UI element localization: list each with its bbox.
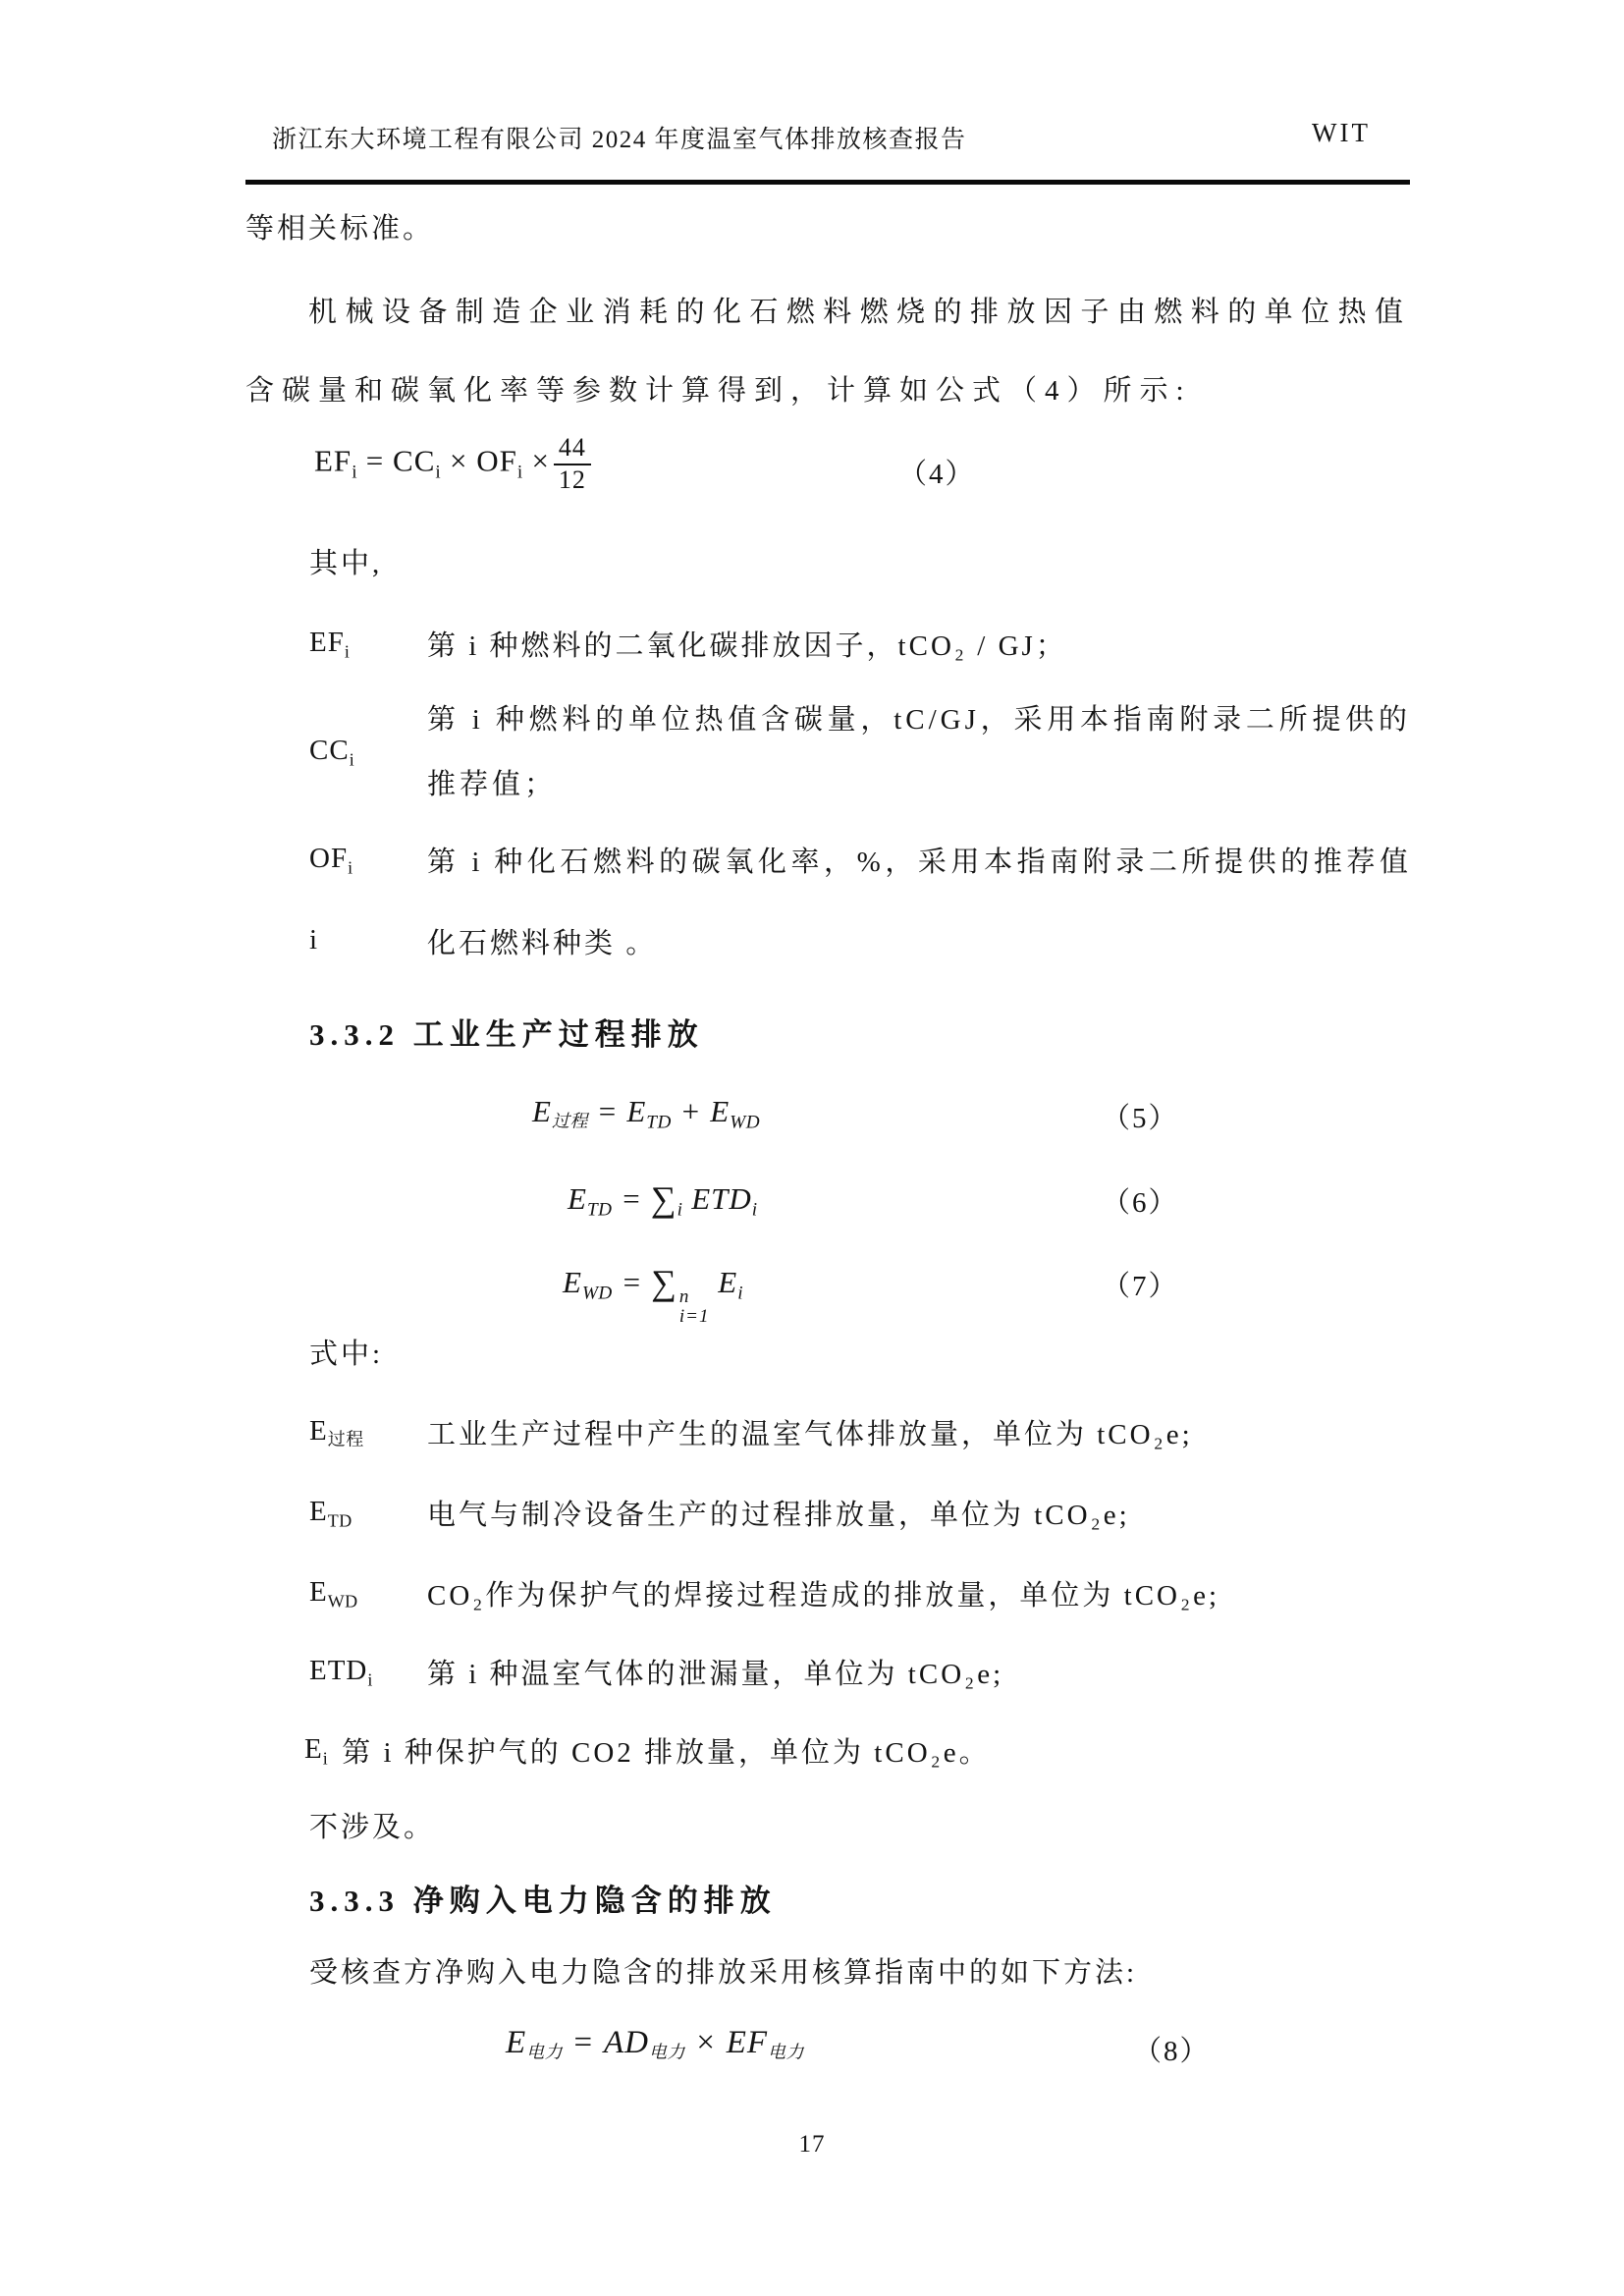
- def-term: $E_{过程}$: [309, 1415, 364, 1449]
- def-row: [309, 843, 1411, 882]
- page-number: 17: [798, 2131, 826, 2158]
- def-term: $E_{WD}$: [309, 1576, 358, 1612]
- formula-5: $E_{过程} = E_{TD} + E_{WD}$: [532, 1094, 761, 1133]
- sigma-symbol: ∑: [651, 1263, 677, 1302]
- formula-7-number: （7）: [1102, 1271, 1179, 1302]
- paragraph-intro: 机械设备制造企业消耗的化石燃料燃烧的排放因子由燃料的单位热值含碳量和碳氧化率等参数计算得到，计算如公式（4）所示:: [245, 297, 1411, 407]
- def-text: 第 i 种燃料的单位热值含碳量，tC/GJ，采用本指南附录二所提供的推荐值；: [427, 704, 1411, 800]
- def-text: 第 i 种保护气的 CO2 排放量，单位为 tCO₂e。: [342, 1737, 991, 1769]
- def-term: $OF_i$: [309, 843, 353, 878]
- sigma-limits: n i=1: [678, 1286, 710, 1327]
- section-333-intro: 受核查方净购入电力隐含的排放采用核算指南中的如下方法:: [309, 1957, 1138, 1989]
- def-text: 化石燃料种类 。: [427, 928, 658, 959]
- def-row: [309, 1496, 1411, 1535]
- def-term: $EF_i$: [309, 627, 351, 662]
- formula-8-number: （8）: [1133, 2036, 1211, 2067]
- header-rule: [245, 180, 1410, 185]
- formula-4-number: （4）: [898, 459, 976, 490]
- paragraph-carryover: 等相关标准。: [245, 213, 435, 245]
- def-text: CO₂作为保护气的焊接过程造成的排放量，单位为 tCO₂e;: [427, 1580, 1220, 1612]
- def-text: 电气与制冷设备生产的过程排放量，单位为 tCO₂e;: [427, 1500, 1130, 1531]
- def-term: $ETD_i$: [309, 1655, 373, 1690]
- not-involved-note: 不涉及。: [309, 1812, 436, 1843]
- among-label: 其中,: [309, 548, 383, 579]
- def-text: 工业生产过程中产生的温室气体排放量，单位为 tCO₂e;: [427, 1419, 1193, 1450]
- def-row: [309, 924, 1411, 963]
- formula-intro-label: 式中:: [309, 1339, 384, 1370]
- def-text: 第 i 种燃料的二氧化碳排放因子，tCO₂ / GJ；: [427, 630, 1067, 662]
- def-term: $E_{TD}$: [309, 1496, 352, 1531]
- header-mark: WIT: [1312, 118, 1371, 147]
- def-term: $E_i$: [304, 1733, 329, 1769]
- def-row: [309, 627, 1411, 666]
- section-heading-333: 3.3.3 净购入电力隐含的排放: [309, 1884, 777, 1918]
- section-heading-332: 3.3.2 工业生产过程排放: [309, 1017, 704, 1052]
- def-term: $CC_i$: [309, 734, 355, 770]
- formula-6: $E_{TD} = \sum_i$ $ETD_i$: [568, 1179, 758, 1221]
- formula-5-number: （5）: [1102, 1103, 1179, 1134]
- def-row: [304, 1733, 1406, 1773]
- def-row: [309, 1415, 1411, 1454]
- def-text: 第 i 种化石燃料的碳氧化率，%，采用本指南附录二所提供的推荐值: [427, 847, 1411, 878]
- def-term: i: [309, 924, 319, 956]
- def-text: 第 i 种温室气体的泄漏量，单位为 tCO₂e;: [427, 1659, 1004, 1690]
- formula-7: $E_{WD}$ = ∑ n i=1 $E_i$: [563, 1263, 744, 1327]
- sigma-symbol: ∑: [650, 1179, 677, 1219]
- formula-6-number: （6）: [1102, 1187, 1179, 1219]
- formula-8: $E_{电力} = AD_{电力} \times EF_{电力}$: [506, 2025, 805, 2062]
- def-row: [309, 1576, 1411, 1615]
- fraction-44-12: $\frac{44}{12}$: [554, 434, 591, 494]
- formula-4: $EF_i = CC_i \times OF_i$ × $\frac{44}{12}$: [314, 434, 591, 494]
- def-row: [309, 1655, 1411, 1694]
- header-title: 浙江东大环境工程有限公司 2024 年度温室气体排放核查报告: [272, 127, 967, 153]
- formula-4-term: EF: [314, 443, 352, 478]
- def-row: [309, 687, 1411, 817]
